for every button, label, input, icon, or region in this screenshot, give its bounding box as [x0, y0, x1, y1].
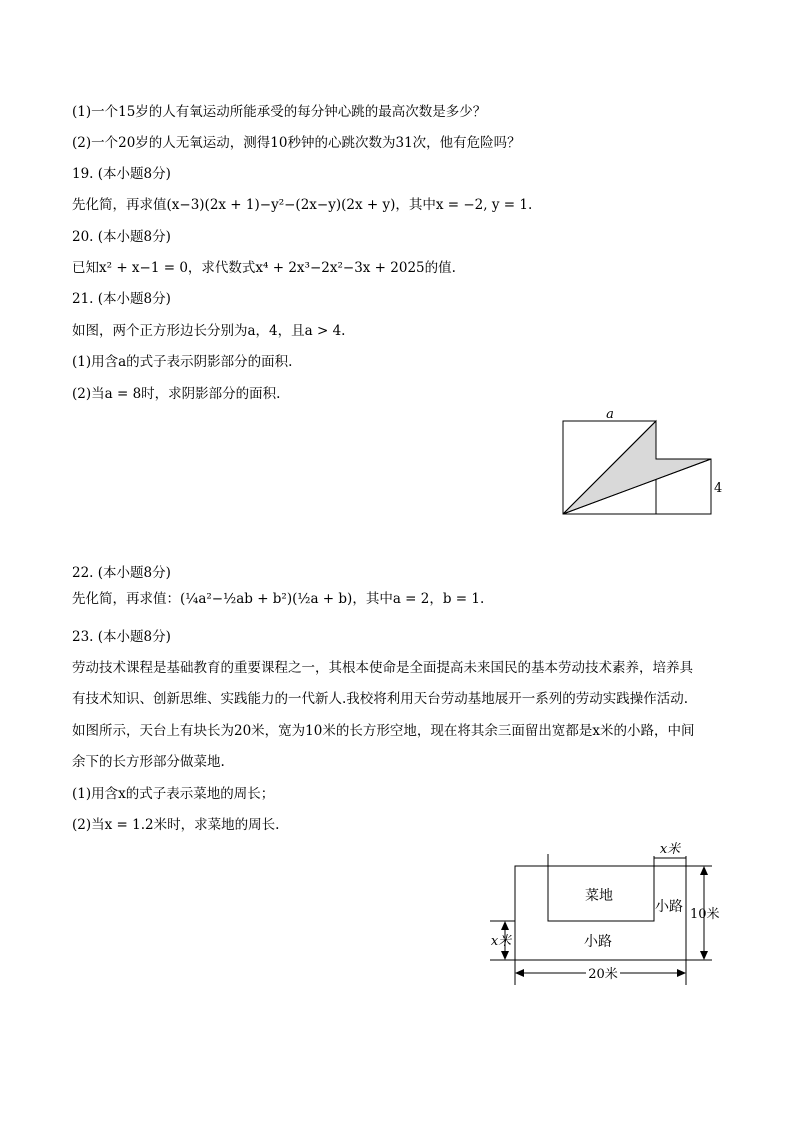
- question-19-body: 先化简，再求值(x−3)(2x + 1)−y²−(2x−y)(2x + y)，其中x = −2, y = 1.: [72, 197, 533, 213]
- question-23-part-1: (1)用含x的式子表示菜地的周长；: [72, 786, 275, 802]
- label-x-left: x米: [490, 934, 512, 949]
- question-21-heading: 21. (本小题8分): [72, 291, 171, 307]
- question-21-part-1: (1)用含a的式子表示阴影部分的面积.: [72, 354, 293, 370]
- question-23-intro-1: 劳动技术课程是基础教育的重要课程之一，其根本使命是全面提高未来国民的基本劳动技术素养，培养具: [72, 660, 693, 676]
- label-vegetable-plot: 菜地: [585, 888, 613, 904]
- question-18-part-2: (2)一个20岁的人无氧运动，测得10秒钟的心跳次数为31次，他有危险吗？: [72, 135, 521, 151]
- question-21-part-2: (2)当a = 8时，求阴影部分的面积.: [72, 386, 281, 402]
- question-20-body: 已知x² + x−1 = 0，求代数式x⁴ + 2x³−2x²−3x + 2025的值.: [72, 260, 456, 276]
- label-path-bottom: 小路: [584, 934, 612, 950]
- label-4: 4: [714, 481, 723, 496]
- question-23-intro-3: 如图所示，天台上有块长为20米，宽为10米的长方形空地，现在将其余三面留出宽都是x米的小路，中间: [72, 723, 695, 739]
- question-23-heading: 23. (本小题8分): [72, 629, 171, 645]
- label-10m: 10米: [690, 907, 720, 922]
- question-23-part-2: (2)当x = 1.2米时，求菜地的周长.: [72, 817, 280, 833]
- question-18-part-1: (1)一个15岁的人有氧运动所能承受的每分钟心跳的最高次数是多少？: [72, 104, 487, 120]
- label-20m: 20米: [588, 967, 618, 982]
- label-a: a: [606, 407, 614, 422]
- question-22-heading: 22. (本小题8分): [72, 565, 171, 581]
- question-23-intro-2: 有技术知识、创新思维、实践能力的一代新人.我校将利用天台劳动基地展开一系列的劳动实践操作活动.: [72, 691, 689, 707]
- question-21-body: 如图，两个正方形边长分别为a，4，且a > 4.: [72, 323, 346, 339]
- question-22-body: 先化简，再求值：(¼a²−½ab + b²)(½a + b)，其中a = 2，b = 1.: [72, 591, 485, 607]
- question-19-heading: 19. (本小题8分): [72, 166, 171, 182]
- label-x-top: x米: [659, 842, 681, 857]
- question-23-intro-4: 余下的长方形部分做菜地.: [72, 754, 225, 770]
- label-path-right: 小路: [655, 899, 683, 915]
- question-20-heading: 20. (本小题8分): [72, 229, 171, 245]
